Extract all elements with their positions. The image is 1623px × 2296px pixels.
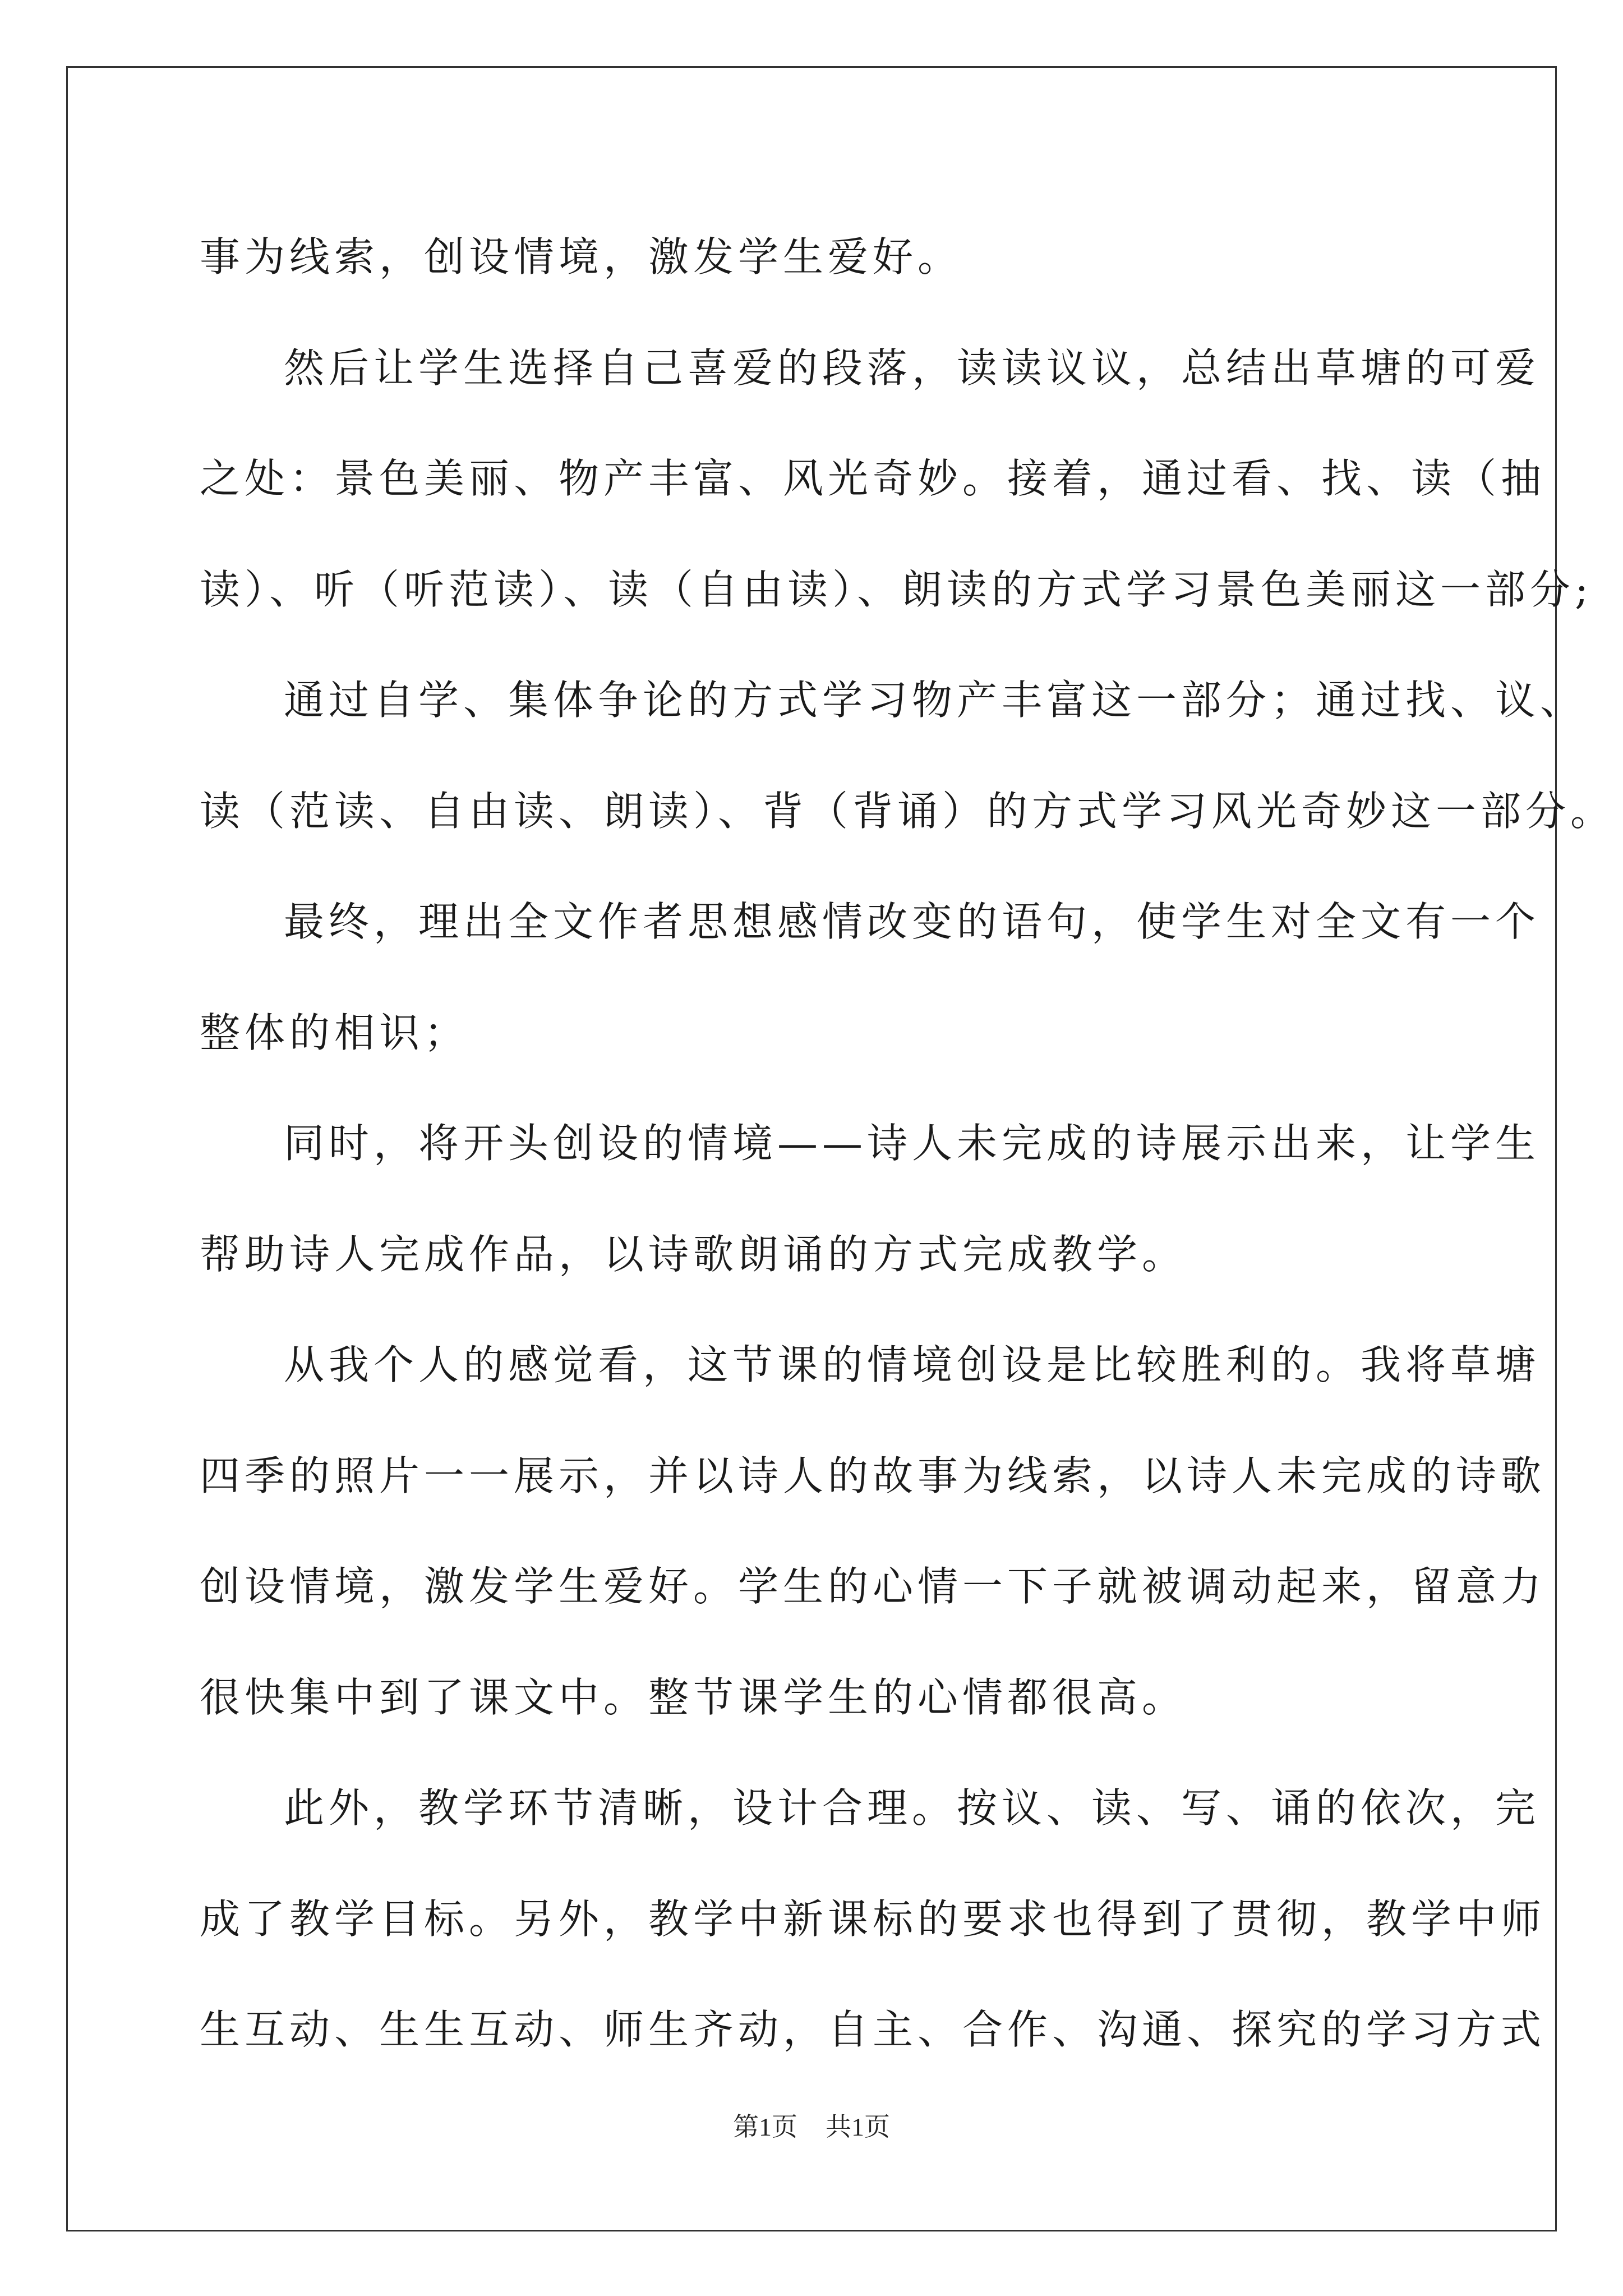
text-line: 整体的相识； bbox=[200, 1009, 469, 1056]
text-line: 之处：景色美丽、物产丰富、风光奇妙。接着，通过看、找、读（抽 bbox=[200, 455, 1546, 502]
text-line: 读（范读、自由读、朗读）、背（背诵）的方式学习风光奇妙这一部分。 bbox=[200, 787, 1616, 835]
document-body bbox=[200, 202, 1616, 2086]
text-line: 事为线索，创设情境，激发学生爱好。 bbox=[200, 233, 963, 280]
text-line: 从我个人的感觉看，这节课的情境创设是比较胜利的。我将草塘 bbox=[284, 1341, 1541, 1388]
page-footer bbox=[0, 2106, 1623, 2143]
text-line: 此外，教学环节清晰，设计合理。按议、读、写、诵的依次，完 bbox=[284, 1784, 1541, 1832]
text-line: 很快集中到了课文中。整节课学生的心情都很高。 bbox=[200, 1673, 1187, 1721]
text-line: 四季的照片一一展示，并以诗人的故事为线索，以诗人未完成的诗歌 bbox=[200, 1452, 1546, 1499]
page-total: 共1页 bbox=[826, 2113, 890, 2141]
text-line: 创设情境，激发学生爱好。学生的心情一下子就被调动起来，留意力 bbox=[200, 1563, 1546, 1610]
text-line: 同时，将开头创设的情境——诗人未完成的诗展示出来，让学生 bbox=[284, 1120, 1541, 1167]
text-line: 读）、听（听范读）、读（自由读）、朗读的方式学习景色美丽这一部分; bbox=[200, 565, 1593, 613]
page-number: 第1页 bbox=[733, 2113, 797, 2141]
text-line: 然后让学生选择自己喜爱的段落，读读议议，总结出草塘的可爱 bbox=[284, 344, 1541, 392]
text-line: 通过自学、集体争论的方式学习物产丰富这一部分；通过找、议、 bbox=[284, 677, 1585, 724]
text-line: 最终，理出全文作者思想感情改变的语句，使学生对全文有一个 bbox=[284, 898, 1541, 945]
text-line: 生互动、生生互动、师生齐动，自主、合作、沟通、探究的学习方式 bbox=[200, 2006, 1546, 2053]
text-line: 成了教学目标。另外，教学中新课标的要求也得到了贯彻，教学中师 bbox=[200, 1895, 1546, 1943]
text-line: 帮助诗人完成作品，以诗歌朗诵的方式完成教学。 bbox=[200, 1230, 1187, 1278]
